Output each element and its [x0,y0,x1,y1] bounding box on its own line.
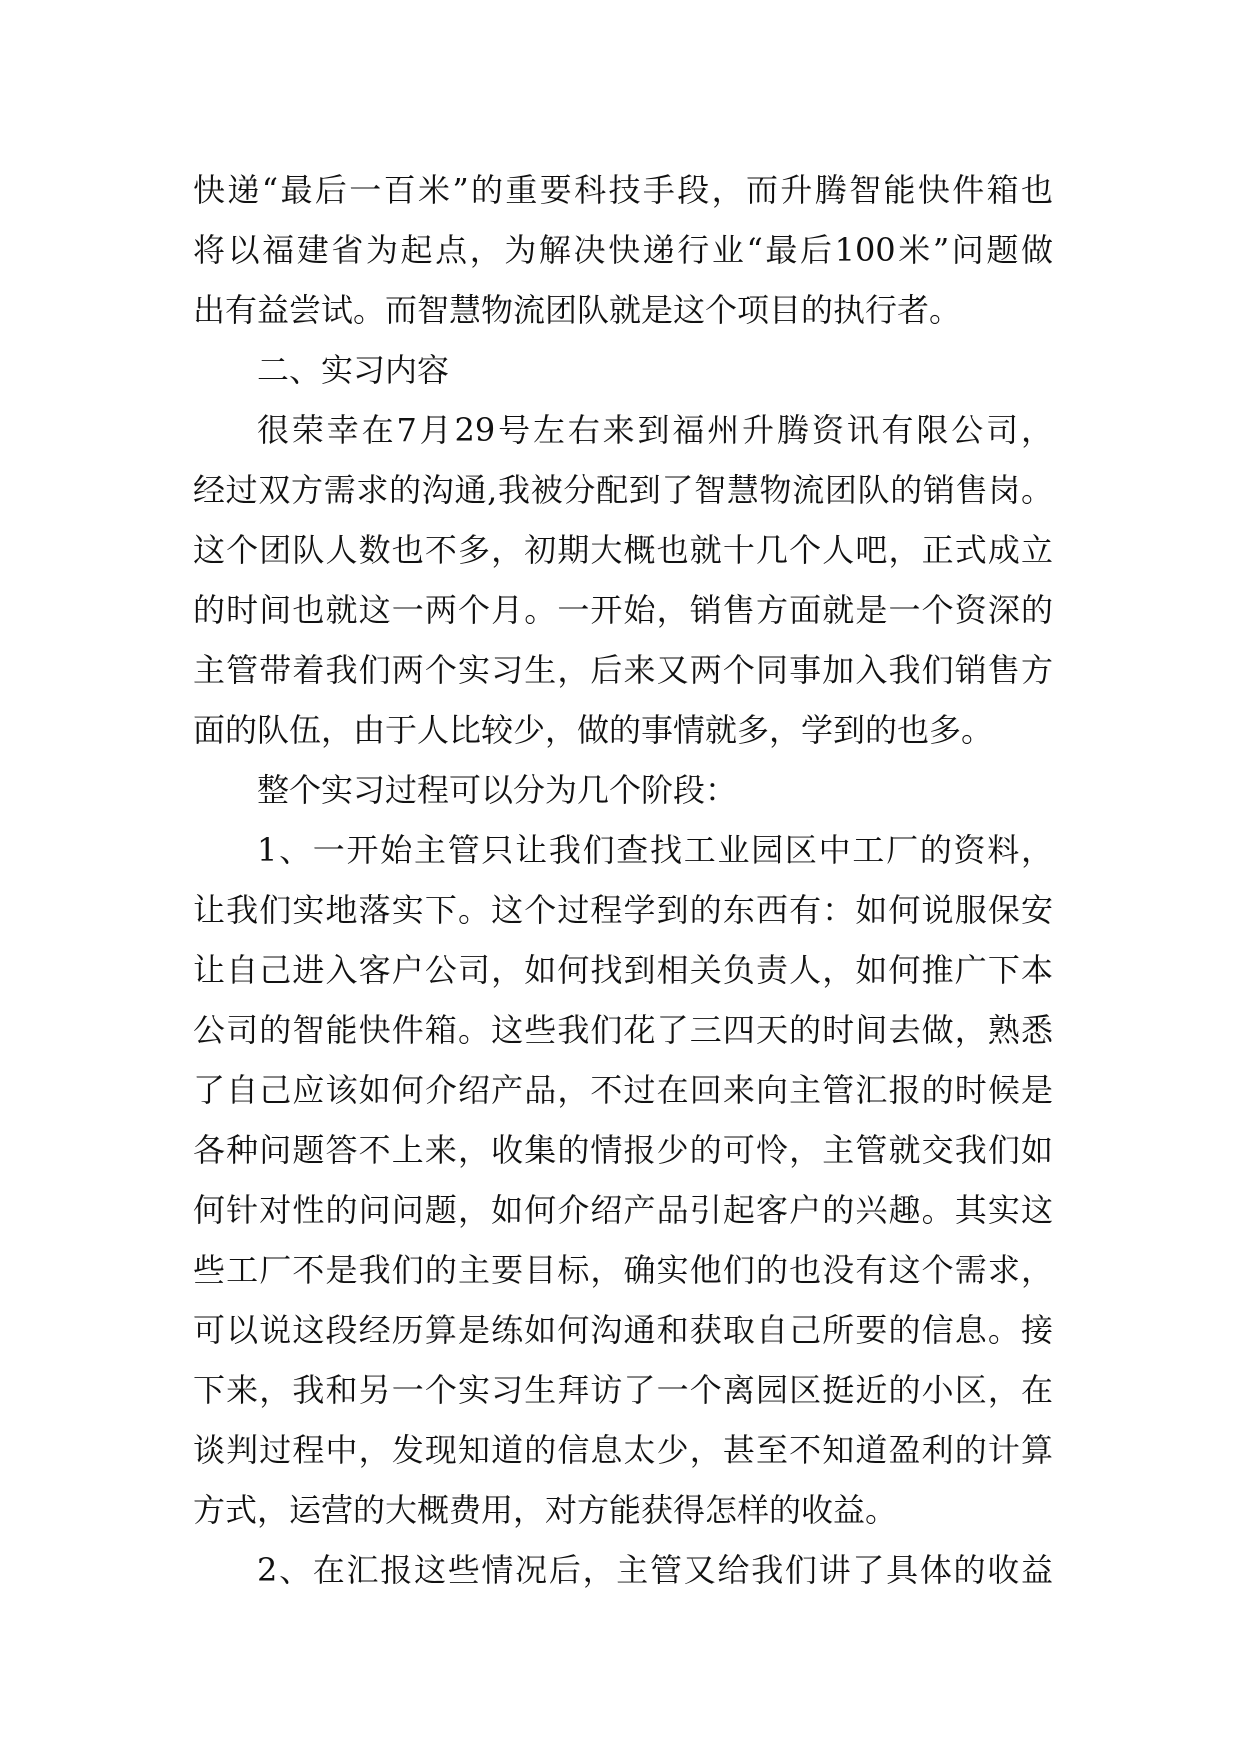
text-line: 让自己进入客户公司，如何找到相关负责人，如何推广下本 [193,951,1053,989]
text-line: 这个团队人数也不多，初期大概也就十几个人吧，正式成立 [193,531,1053,569]
text-line: 了自己应该如何介绍产品，不过在回来向主管汇报的时候是 [193,1071,1053,1109]
text-line: 些工厂不是我们的主要目标，确实他们的也没有这个需求， [193,1251,1053,1289]
text-line: 可以说这段经历算是练如何沟通和获取自己所要的信息。接 [193,1311,1053,1349]
text-line: 1、一开始主管只让我们查找工业园区中工厂的资料， [257,831,1053,869]
text-line: 下来，我和另一个实习生拜访了一个离园区挺近的小区，在 [193,1371,1053,1409]
document-body [193,160,1053,1600]
text-line: 方式，运营的大概费用，对方能获得怎样的收益。 [193,1491,898,1529]
text-line: 何针对性的问问题，如何介绍产品引起客户的兴趣。其实这 [193,1191,1053,1229]
section-heading: 二、实习内容 [257,351,450,389]
text-line: 很荣幸在7月29号左右来到福州升腾资讯有限公司， [257,411,1053,449]
text-line: 面的队伍，由于人比较少，做的事情就多，学到的也多。 [193,711,994,749]
text-line: 出有益尝试。而智慧物流团队就是这个项目的执行者。 [193,291,962,329]
text-line: 经过双方需求的沟通,我被分配到了智慧物流团队的销售岗。 [193,471,1053,509]
text-line: 公司的智能快件箱。这些我们花了三四天的时间去做，熟悉 [193,1011,1053,1049]
text-line: 的时间也就这一两个月。一开始，销售方面就是一个资深的 [193,591,1053,629]
text-line: 2、在汇报这些情况后，主管又给我们讲了具体的收益 [257,1551,1053,1589]
text-line: 快递“最后一百米”的重要科技手段，而升腾智能快件箱也 [193,171,1053,209]
text-line: 谈判过程中，发现知道的信息太少，甚至不知道盈利的计算 [193,1431,1053,1469]
text-line: 各种问题答不上来，收集的情报少的可怜，主管就交我们如 [193,1131,1053,1169]
text-line: 让我们实地落实下。这个过程学到的东西有：如何说服保安 [193,891,1053,929]
text-line: 整个实习过程可以分为几个阶段： [257,771,738,809]
text-line: 主管带着我们两个实习生，后来又两个同事加入我们销售方 [193,651,1053,689]
text-line: 将以福建省为起点，为解决快递行业“最后100米”问题做 [193,231,1053,269]
